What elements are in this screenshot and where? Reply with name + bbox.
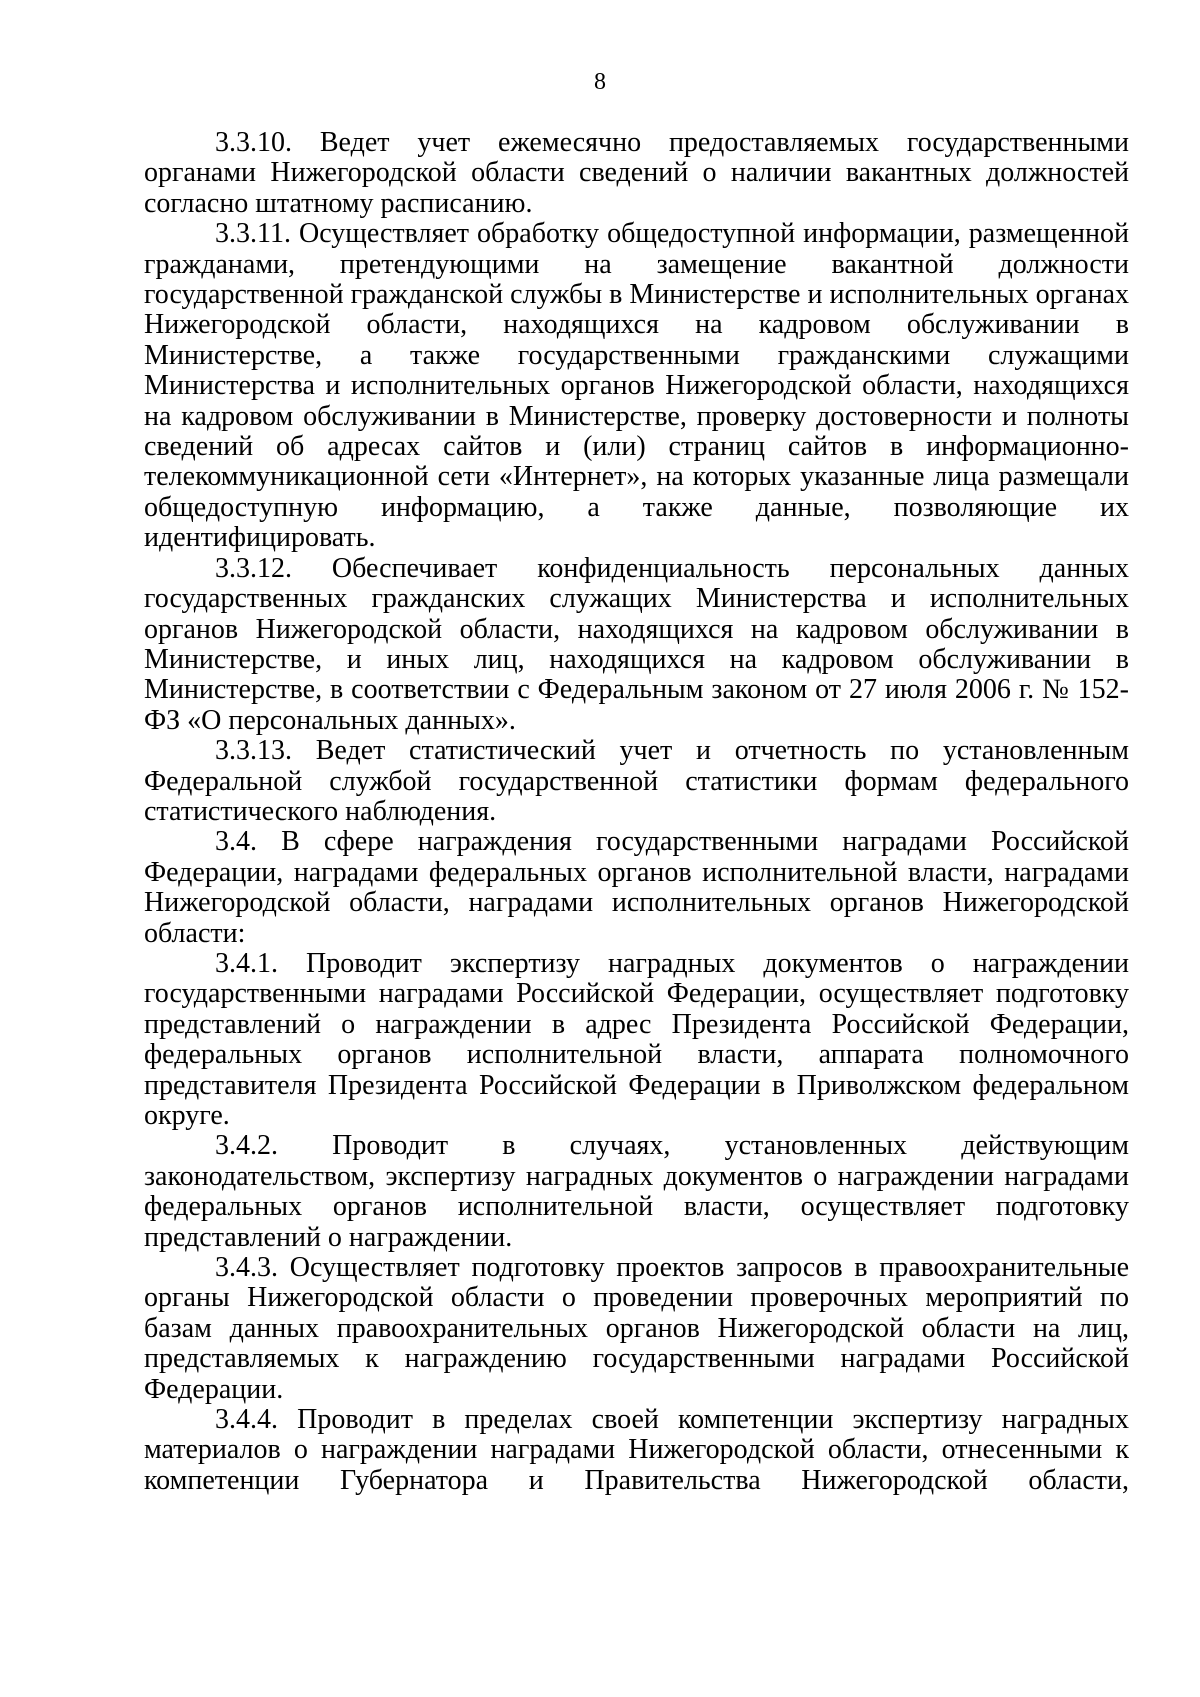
paragraph-3-4-2: 3.4.2. Проводит в случаях, установленных действующим законодательством, экспертизу наградных документов о награждении наградами федеральных органов исполнительной власти, осуществляет подготовку представлений о награждении. [144,1130,1129,1253]
paragraph-3-4-4: 3.4.4. Проводит в пределах своей компетенции экспертизу наградных материалов о награждении наградами Нижегородской области, отнесенными к компетенции Губернатора и Правительства Нижегородской области, [144,1404,1129,1496]
page-number: 8 [594,69,606,95]
paragraph-3-3-12: 3.3.12. Обеспечивает конфиденциальность персональных данных государственных гражданских служащих Министерства и исполнительных органов Нижегородской области, находящихся на кадровом обслуживании в Министерстве, и иных лиц, находящихся на кадровом обслуживании в Министерстве, в соответствии с Федеральным законом от 27 июля 2006 г. № 152-ФЗ «О персональных данных». [144,552,1129,736]
paragraph-3-4: 3.4. В сфере награждения государственными наградами Российской Федерации, наградами федеральных органов исполнительной власти, наградами Нижегородской области, наградами исполнительных органов Нижегородской области: [144,826,1129,949]
document-body [144,128,1129,1496]
paragraph-3-4-3: 3.4.3. Осуществляет подготовку проектов запросов в правоохранительные органы Нижегородской области о проведении проверочных мероприятий по базам данных правоохранительных органов Нижегородской области на лиц, представляемых к награждению государственными наградами Российской Федерации. [144,1252,1129,1405]
paragraph-3-3-10: 3.3.10. Ведет учет ежемесячно предоставляемых государственными органами Нижегородской области сведений о наличии вакантных должностей согласно штатному расписанию. [144,127,1129,219]
paragraph-3-4-1: 3.4.1. Проводит экспертизу наградных документов о награждении государственными наградами Российской Федерации, осуществляет подготовку представлений о награждении в адрес Президента Российской Федерации, федеральных органов исполнительной власти, аппарата полномочного представителя Президента Российской Федерации в Приволжском федеральном округе. [144,947,1129,1131]
paragraph-3-3-11: 3.3.11. Осуществляет обработку общедоступной информации, размещенной гражданами, претендующими на замещение вакантной должности государственной гражданской службы в Министерстве и исполнительных органах Нижегородской области, находящихся на кадровом обслуживании в Министерстве, а также государственными гражданскими служащими Министерства и исполнительных органов Нижегородской области, находящихся на кадровом обслуживании в Министерстве, проверку достоверности и полноты сведений об адресах сайтов и (или) страниц сайтов в информационно-телекоммуникационной сети «Интернет», на которых указанные лица размещали общедоступную информацию, а также данные, позволяющие их идентифицировать. [144,218,1129,554]
paragraph-3-3-13: 3.3.13. Ведет статистический учет и отчетность по установленным Федеральной службой государственной статистики формам федерального статистического наблюдения. [144,735,1129,827]
